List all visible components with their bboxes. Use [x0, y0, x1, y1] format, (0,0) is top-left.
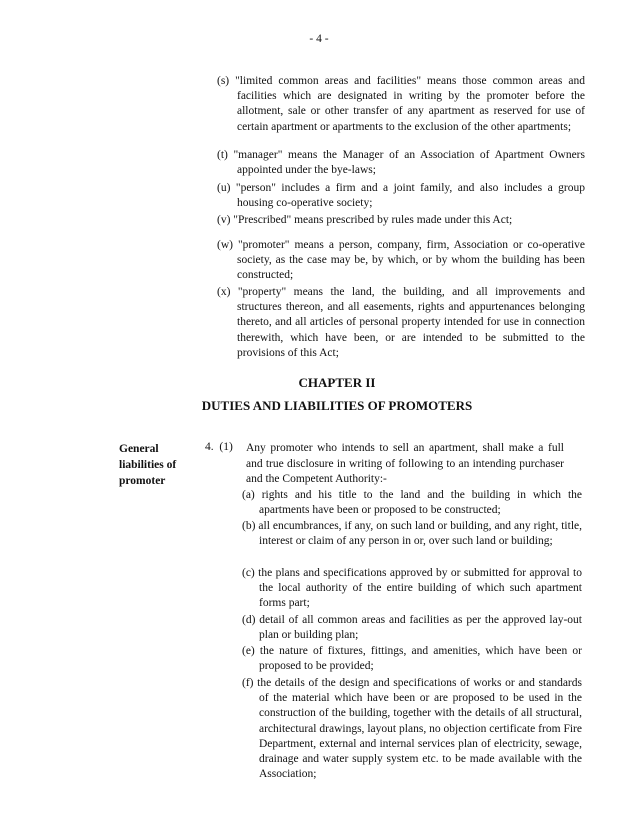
definition-u: (u) "person" includes a firm and a joint family, and also includes a group housing co-operative society;	[217, 182, 585, 210]
item-f: (f) the details of the design and specifications of works or and standards of the material which have been or are proposed to be used in the construction of the building, together with the details of all structural, architectural drawings, layout plans, no objection certificate from Fire Department, external and internal services plan of electricity, sewage, drainage and water supply system etc. to be made available with the Association;	[242, 677, 582, 781]
chapter-number: CHAPTER II	[298, 375, 376, 390]
page-number: - 4 -	[309, 33, 329, 45]
definition-v: (v) "Prescribed" means prescribed by rules made under this Act;	[217, 214, 513, 226]
item-b: (b) all encumbrances, if any, on such land or building, and any right, title, interest or claim of any person in or, over such land or building;	[242, 520, 582, 548]
definition-x: (x) "property" means the land, the building, and all improvements and structures thereon, and all easements, rights and appurtenances belonging thereto, and all articles of personal property intended for use in connection therewith, which have been, or are intended to be submitted to the provisions of this Act;	[217, 286, 585, 359]
margin-note: General liabilities of promoter	[119, 443, 177, 487]
item-a: (a) rights and his title to the land and the building in which the apartments have been or proposed to be constructed;	[242, 489, 582, 517]
section-number	[205, 441, 233, 453]
definition-s: (s) "limited common areas and facilities" means those common areas and facilities which are designated in writing by the promoter before the allotment, sale or other transfer of any apartment as reserved for use of certain apartment or apartments to the exclusion of the other apartments;	[217, 75, 585, 133]
definition-w: (w) "promoter" means a person, company, firm, Association or co-operative society, as the case may be, by which, or by whom the building has been constructed;	[217, 239, 585, 282]
section-number-label: 4.	[205, 441, 214, 453]
item-d: (d) detail of all common areas and facilities as per the approved lay-out plan or building plan;	[242, 614, 582, 642]
item-e: (e) the nature of fixtures, fittings, and amenities, which have been or proposed to be provided;	[242, 645, 582, 673]
item-c: (c) the plans and specifications approved by or submitted for approval to the local authority of the entire building of which such apartment forms part;	[242, 567, 582, 610]
chapter-title: DUTIES AND LIABILITIES OF PROMOTERS	[201, 398, 473, 413]
section-intro: Any promoter who intends to sell an apartment, shall make a full and true disclosure in writing of following to an intending purchaser and the Competent Authority:-	[246, 442, 564, 485]
definition-t: (t) "manager" means the Manager of an Association of Apartment Owners appointed under the bye-laws;	[217, 149, 585, 177]
subsection-number: (1)	[219, 441, 233, 453]
